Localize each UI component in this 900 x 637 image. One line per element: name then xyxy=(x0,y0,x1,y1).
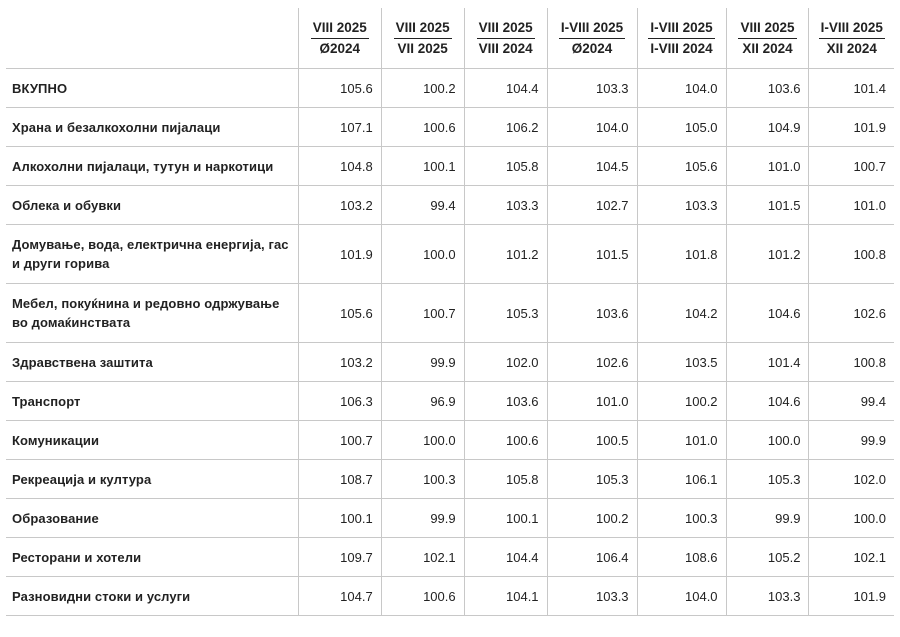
cell-value: 102.6 xyxy=(809,284,894,343)
cell-value: 99.4 xyxy=(809,382,894,421)
column-header-base: XII 2024 xyxy=(742,40,793,56)
cell-value: 105.6 xyxy=(298,284,381,343)
cell-value: 108.6 xyxy=(637,538,726,577)
table-row xyxy=(6,577,894,616)
column-header-period: VIII 2025 xyxy=(311,20,369,39)
cell-value: 100.6 xyxy=(464,421,547,460)
table-row xyxy=(6,421,894,460)
cell-value: 100.3 xyxy=(381,460,464,499)
column-header xyxy=(809,8,894,69)
row-label: Храна и безалкохолни пијалаци xyxy=(6,108,298,147)
cell-value: 105.6 xyxy=(637,147,726,186)
column-header-period: VIII 2025 xyxy=(394,20,452,39)
cell-value: 100.6 xyxy=(381,577,464,616)
cell-value: 101.0 xyxy=(547,382,637,421)
cell-value: 102.1 xyxy=(809,538,894,577)
cell-value: 101.5 xyxy=(726,186,809,225)
column-header-base: Ø2024 xyxy=(319,40,361,56)
cell-value: 102.7 xyxy=(547,186,637,225)
cell-value: 99.9 xyxy=(381,499,464,538)
table-row xyxy=(6,460,894,499)
cell-value: 105.8 xyxy=(464,147,547,186)
cell-value: 100.0 xyxy=(381,421,464,460)
cell-value: 104.7 xyxy=(298,577,381,616)
cell-value: 104.6 xyxy=(726,284,809,343)
cell-value: 100.1 xyxy=(464,499,547,538)
column-header-base: I-VIII 2024 xyxy=(650,40,713,56)
cell-value: 105.6 xyxy=(298,69,381,108)
cell-value: 103.3 xyxy=(464,186,547,225)
column-header-period: I-VIII 2025 xyxy=(819,20,885,39)
row-label: Домување, вода, електрична енергија, гас и други горива xyxy=(6,225,298,284)
column-header-base: VIII 2024 xyxy=(478,40,533,56)
cell-value: 100.8 xyxy=(809,343,894,382)
cell-value: 106.3 xyxy=(298,382,381,421)
cell-value: 100.2 xyxy=(381,69,464,108)
column-header xyxy=(637,8,726,69)
table-row xyxy=(6,499,894,538)
cell-value: 100.3 xyxy=(637,499,726,538)
cell-value: 102.0 xyxy=(464,343,547,382)
cell-value: 101.2 xyxy=(464,225,547,284)
column-header-base: VII 2025 xyxy=(397,40,448,56)
table-row xyxy=(6,69,894,108)
row-label: ВКУПНО xyxy=(6,69,298,108)
cell-value: 101.9 xyxy=(809,108,894,147)
cell-value: 104.0 xyxy=(637,577,726,616)
cell-value: 106.1 xyxy=(637,460,726,499)
cell-value: 101.8 xyxy=(637,225,726,284)
row-label: Ресторани и хотели xyxy=(6,538,298,577)
cell-value: 104.0 xyxy=(547,108,637,147)
cell-value: 103.3 xyxy=(547,69,637,108)
cell-value: 102.6 xyxy=(547,343,637,382)
cell-value: 104.1 xyxy=(464,577,547,616)
cell-value: 100.7 xyxy=(381,284,464,343)
cell-value: 103.3 xyxy=(547,577,637,616)
column-header-period: VIII 2025 xyxy=(738,20,796,39)
column-header xyxy=(547,8,637,69)
cell-value: 101.2 xyxy=(726,225,809,284)
table-row xyxy=(6,108,894,147)
cell-value: 100.1 xyxy=(381,147,464,186)
cell-value: 101.4 xyxy=(809,69,894,108)
cell-value: 109.7 xyxy=(298,538,381,577)
cell-value: 101.0 xyxy=(637,421,726,460)
table-row xyxy=(6,538,894,577)
cell-value: 103.5 xyxy=(637,343,726,382)
cell-value: 100.6 xyxy=(381,108,464,147)
cell-value: 105.3 xyxy=(547,460,637,499)
cell-value: 100.2 xyxy=(547,499,637,538)
row-label: Образование xyxy=(6,499,298,538)
cell-value: 105.3 xyxy=(726,460,809,499)
row-label: Алкохолни пијалаци, тутун и наркотици xyxy=(6,147,298,186)
cell-value: 100.7 xyxy=(809,147,894,186)
cell-value: 103.3 xyxy=(637,186,726,225)
column-header xyxy=(464,8,547,69)
row-label: Комуникации xyxy=(6,421,298,460)
table-row xyxy=(6,343,894,382)
cell-value: 103.6 xyxy=(726,69,809,108)
cell-value: 104.9 xyxy=(726,108,809,147)
cell-value: 103.6 xyxy=(464,382,547,421)
price-index-table xyxy=(6,8,894,616)
cell-value: 101.5 xyxy=(547,225,637,284)
cell-value: 107.1 xyxy=(298,108,381,147)
cell-value: 102.1 xyxy=(381,538,464,577)
cell-value: 104.8 xyxy=(298,147,381,186)
cell-value: 103.2 xyxy=(298,343,381,382)
cell-value: 100.5 xyxy=(547,421,637,460)
cell-value: 100.0 xyxy=(726,421,809,460)
cell-value: 103.3 xyxy=(726,577,809,616)
column-header xyxy=(381,8,464,69)
cell-value: 106.2 xyxy=(464,108,547,147)
cell-value: 104.0 xyxy=(637,69,726,108)
cell-value: 100.0 xyxy=(381,225,464,284)
cell-value: 104.5 xyxy=(547,147,637,186)
cell-value: 100.0 xyxy=(809,499,894,538)
row-label: Облека и обувки xyxy=(6,186,298,225)
cell-value: 105.2 xyxy=(726,538,809,577)
cell-value: 101.0 xyxy=(809,186,894,225)
row-label: Мебел, покуќнина и редовно одржување во домаќинствата xyxy=(6,284,298,343)
cell-value: 101.9 xyxy=(809,577,894,616)
cell-value: 101.9 xyxy=(298,225,381,284)
column-header-period: VIII 2025 xyxy=(477,20,535,39)
table-row xyxy=(6,186,894,225)
cell-value: 102.0 xyxy=(809,460,894,499)
cell-value: 103.6 xyxy=(547,284,637,343)
cell-value: 104.6 xyxy=(726,382,809,421)
cell-value: 105.0 xyxy=(637,108,726,147)
cell-value: 100.2 xyxy=(637,382,726,421)
table-row xyxy=(6,284,894,343)
cell-value: 99.9 xyxy=(809,421,894,460)
cell-value: 101.0 xyxy=(726,147,809,186)
cell-value: 100.8 xyxy=(809,225,894,284)
cell-value: 99.9 xyxy=(381,343,464,382)
table-body xyxy=(6,69,894,616)
table-row xyxy=(6,225,894,284)
row-label: Здравствена заштита xyxy=(6,343,298,382)
column-header-period: I-VIII 2025 xyxy=(648,20,714,39)
column-header-base: XII 2024 xyxy=(826,40,877,56)
cell-value: 105.8 xyxy=(464,460,547,499)
cell-value: 104.4 xyxy=(464,538,547,577)
header-row xyxy=(6,8,894,69)
cell-value: 104.4 xyxy=(464,69,547,108)
cell-value: 105.3 xyxy=(464,284,547,343)
cell-value: 99.9 xyxy=(726,499,809,538)
header-category-blank xyxy=(6,8,298,69)
cell-value: 106.4 xyxy=(547,538,637,577)
row-label: Транспорт xyxy=(6,382,298,421)
cell-value: 96.9 xyxy=(381,382,464,421)
column-header-period: I-VIII 2025 xyxy=(559,20,625,39)
cell-value: 103.2 xyxy=(298,186,381,225)
table-row xyxy=(6,382,894,421)
cell-value: 108.7 xyxy=(298,460,381,499)
column-header xyxy=(298,8,381,69)
cell-value: 100.1 xyxy=(298,499,381,538)
row-label: Разновидни стоки и услуги xyxy=(6,577,298,616)
cell-value: 104.2 xyxy=(637,284,726,343)
cell-value: 100.7 xyxy=(298,421,381,460)
cell-value: 101.4 xyxy=(726,343,809,382)
row-label: Рекреација и култура xyxy=(6,460,298,499)
column-header xyxy=(726,8,809,69)
cell-value: 99.4 xyxy=(381,186,464,225)
column-header-base: Ø2024 xyxy=(571,40,613,56)
table-row xyxy=(6,147,894,186)
